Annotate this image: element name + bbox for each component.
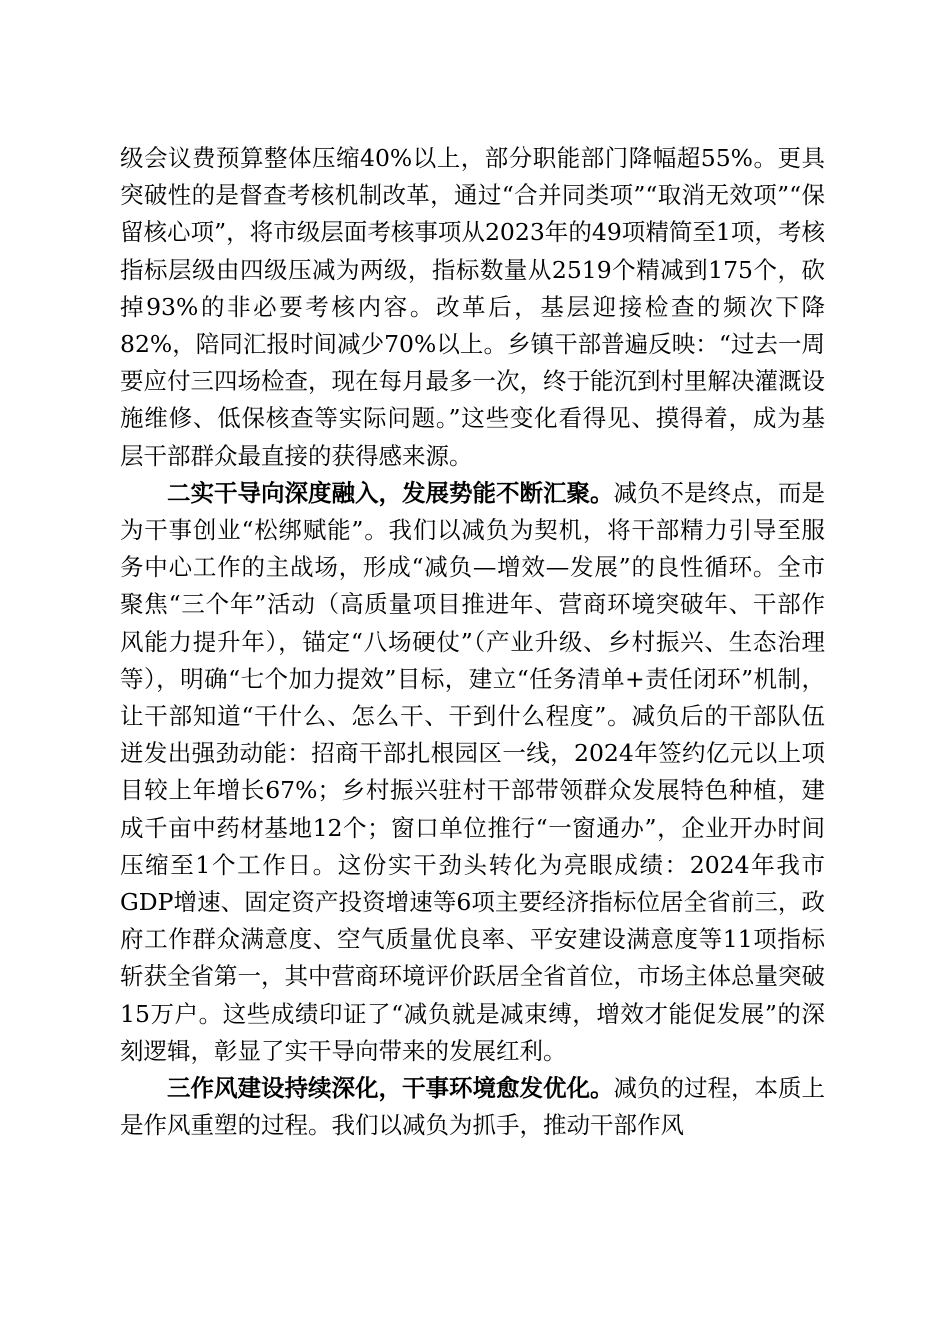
paragraph-2-heading: 二实干导向深度融入，发展势能不断汇聚。 — [167, 478, 614, 507]
document-page — [120, 140, 825, 1144]
paragraph-1 — [120, 140, 825, 475]
paragraph-2-body: 减负不是终点，而是为干事创业“松绑赋能”。我们以减负为契机，将干部精力引导至服务中心工作的主战场，形成“减负—增效—发展”的良性循环。全市聚焦“三个年”活动（高质量项目推进年、营商环境突破年、干部作风能力提升年），锚定“八场硬仗”（产业升级、乡村振兴、生态治理等），明确“七个加力提效”目标，建立“任务清单+责任闭环”机制，让干部知道“干什么、怎么干、干到什么程度”。减负后的干部队伍迸发出强劲动能：招商干部扎根园区一线，2024年签约亿元以上项目较上年增长67%；乡村振兴驻村干部带领群众发展特色种植，建成千亩中药材基地12个；窗口单位推行“一窗通办”，企业开办时间压缩至1个工作日。这份实干劲头转化为亮眼成绩：2024年我市GDP增速、固定资产投资增速等6项主要经济指标位居全省前三，政府工作群众满意度、空气质量优良率、平安建设满意度等11项指标斩获全省第一，其中营商环境评价跃居全省首位，市场主体总量突破15万户。这些成绩印证了“减负就是减束缚，增效才能促发展”的深刻逻辑，彰显了实干导向带来的发展红利。 — [120, 478, 825, 1065]
paragraph-1-body: 级会议费预算整体压缩40%以上，部分职能部门降幅超55%。更具突破性的是督查考核机制改革，通过“合并同类项”“取消无效项”“保留核心项”，将市级层面考核事项从2023年的49项精简至1项，考核指标层级由四级压减为两级，指标数量从2519个精减到175个，砍掉93%的非必要考核内容。改革后，基层迎接检查的频次下降82%，陪同汇报时间减少70%以上。乡镇干部普遍反映：“过去一周要应付三四场检查，现在每月最多一次，终于能沉到村里解决灌溉设施维修、低保核查等实际问题。”这些变化看得见、摸得着，成为基层干部群众最直接的获得感来源。 — [120, 144, 825, 470]
paragraph-3-heading: 三作风建设持续深化，干事环境愈发优化。 — [167, 1074, 614, 1103]
paragraph-3-body: 减负的过程，本质上是作风重塑的过程。我们以减负为抓手，推动干部作风 — [120, 1074, 825, 1140]
paragraph-3 — [120, 1070, 825, 1144]
paragraph-2 — [120, 475, 825, 1070]
